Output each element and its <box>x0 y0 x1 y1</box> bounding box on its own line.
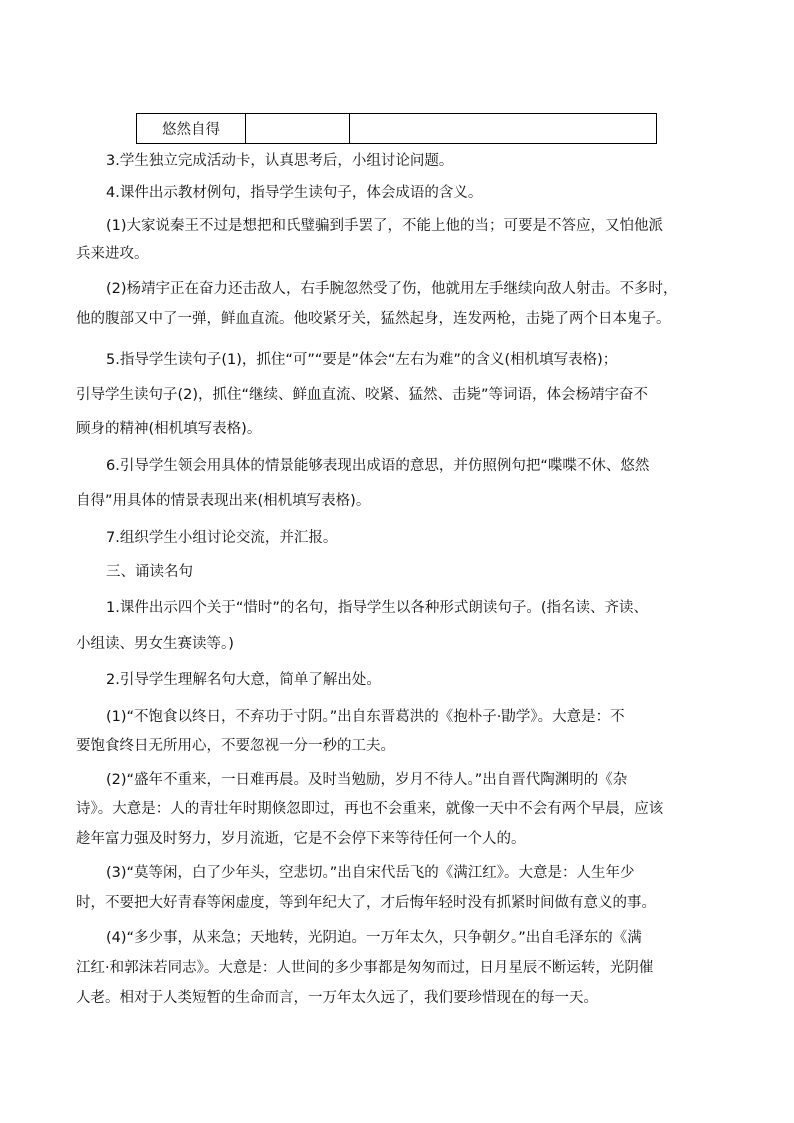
step-4: 4.课件出示教材例句，指导学生读句子，体会成语的含义。 <box>106 185 483 201</box>
quote-4-line-2: 江红·和郭沫若同志》。大意是：人世间的多少事都是匆匆而过，日月星辰不断运转，光阴催 <box>76 960 654 976</box>
quote-2-line-1: (2)“盛年不重来，一日难再晨。及时当勉励，岁月不待人。”出自晋代陶渊明的《杂 <box>106 772 628 788</box>
section-para-2: 2.引导学生理解名句大意，简单了解出处。 <box>106 672 381 688</box>
quote-2-line-2: 诗》。大意是：人的青壮年时期倏忽即过，再也不会重来，就像一天中不会有两个早晨，应该 <box>76 801 664 817</box>
example-2-line-2: 他的腹部又中了一弹，鲜血直流。他咬紧牙关，猛然起身，连发两枪，击毙了两个日本鬼子。 <box>76 311 671 327</box>
quote-1-line-2: 要饱食终日无所用心，不要忽视一分一秒的工夫。 <box>76 738 395 754</box>
step-5-line-3: 顾身的精神(相机填写表格)。 <box>76 421 262 437</box>
section-para-1-line-2: 小组读、男女生赛读等。) <box>76 636 234 652</box>
activity-table <box>136 113 657 144</box>
quote-3-line-1: (3)“莫等闲，白了少年头，空悲切。”出自宋代岳飞的《满江红》。大意是：人生年少 <box>106 865 635 881</box>
example-2-line-1: (2)杨靖宇正在奋力还击敌人，右手腕忽然受了伤，他就用左手继续向敌人射击。不多时， <box>106 281 678 297</box>
quote-4-line-1: (4)“多少事，从来急；天地转，光阴迫。一万年太久，只争朝夕。”出自毛泽东的《满 <box>106 930 642 946</box>
section-para-1-line-1: 1.课件出示四个关于“惜时”的名句，指导学生以各种形式朗读句子。(指名读、齐读、 <box>106 600 649 616</box>
step-6-line-2: 自得”用具体的情景表现出来(相机填写表格)。 <box>76 493 371 509</box>
example-1-line-2: 兵来进攻。 <box>76 246 149 262</box>
step-7: 7.组织学生小组讨论交流，并汇报。 <box>106 530 338 546</box>
step-5-line-2: 引导学生读句子(2)，抓住“继续、鲜血直流、咬紧、猛然、击毙”等词语，体会杨靖宇奋不 <box>76 387 649 403</box>
table-row <box>137 114 657 144</box>
table-cell-blank <box>246 114 350 144</box>
step-3: 3.学生独立完成活动卡，认真思考后，小组讨论问题。 <box>106 153 454 169</box>
section-heading: 三、诵读名句 <box>106 564 193 580</box>
table-cell-idiom: 悠然自得 <box>137 114 246 144</box>
quote-4-line-3: 人老。相对于人类短暂的生命而言，一万年太久远了，我们要珍惜现在的每一天。 <box>76 990 598 1006</box>
step-5-line-1: 5.指导学生读句子(1)，抓住“可”“要是”体会“左右为难”的含义(相机填写表格)； <box>106 352 618 368</box>
quote-1-line-1: (1)“不饱食以终日，不弃功于寸阴。”出自东晋葛洪的《抱朴子·勖学》。大意是：不 <box>106 709 625 725</box>
table-cell-blank <box>350 114 657 144</box>
step-6-line-1: 6.引导学生领会用具体的情景能够表现出成语的意思，并仿照例句把“喋喋不休、悠然 <box>106 458 650 474</box>
quote-2-line-3: 趁年富力强及时努力，岁月流逝，它是不会停下来等待任何一个人的。 <box>76 831 526 847</box>
example-1-line-1: (1)大家说秦王不过是想把和氏璧骗到手罢了，不能上他的当；可要是不答应，又怕他派 <box>106 218 664 234</box>
quote-3-line-2: 时，不要把大好青春等闲虚度，等到年纪大了，才后悔年轻时没有抓紧时间做有意义的事。 <box>76 895 656 911</box>
